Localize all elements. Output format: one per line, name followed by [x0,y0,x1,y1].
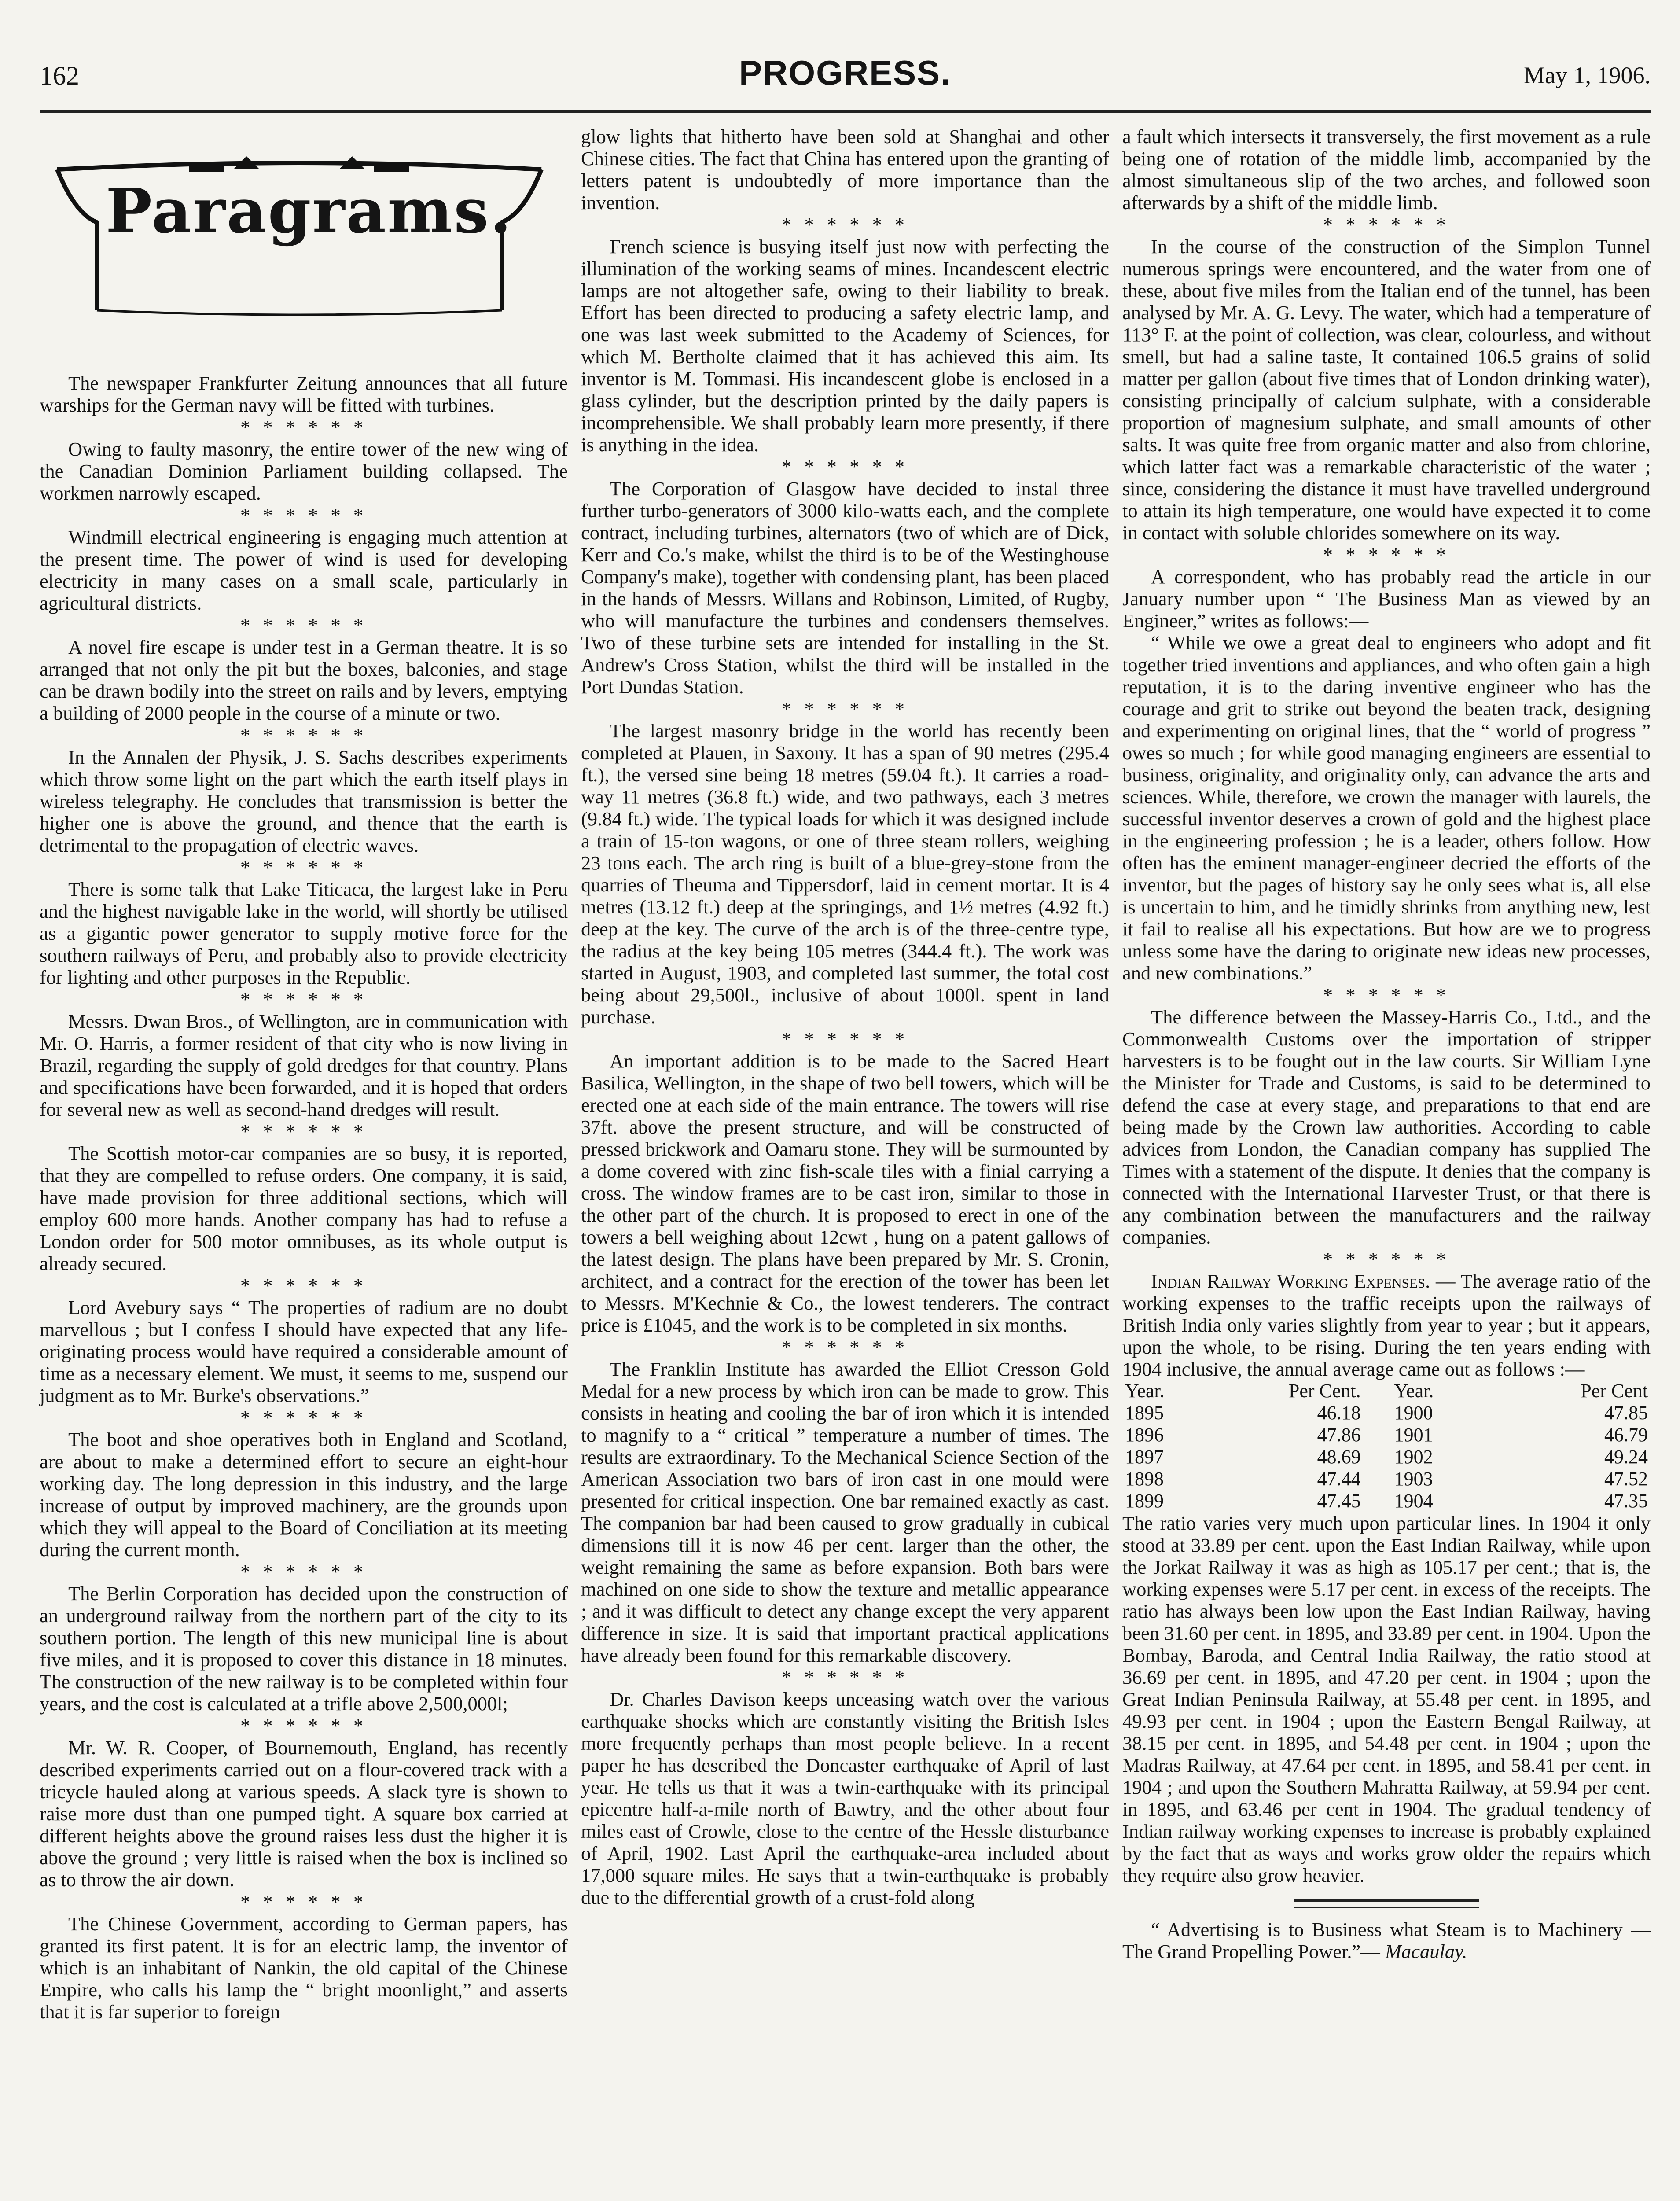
table-cell: 46.18 [1317,1402,1361,1424]
paragraph: In the course of the construction of the Simplon Tunnel numerous springs were encountered, and the water from one of these, about five miles from the Italian end of the tunnel, has been analysed by Mr. A. G. Levy. The water, which had a temperature of 113° F. at the point of collection, was clear, colourless, and without smell, but had a saline taste, It contained 106.5 grains of solid matter per gallon (about five times that of London drinking water), consisting principally of calcium sulphate, with a considerable proportion of magnesium sulphate, and small amounts of other salts. It was quite free from organic matter and also from chlorine, which latter fact was a remarkable characteristic of the water ; since, considering the distance it must have travelled underground to attain its high temperature, one would have expected it to come in contact with soluble chlorides somewhere on its way. [1122,236,1651,544]
paragrams-masthead [48,152,550,328]
paragraph-separator: * * * * * * [240,1120,368,1142]
column-right-body [1122,125,1651,1270]
table-row [1122,1402,1651,1424]
paragraph-separator: * * * * * * [1323,213,1450,236]
railway-conclusion: The ratio varies very much upon particular lines. In 1904 it only stood at 33.89 per cent. upon the East Indian Railway, while upon the Jorkat Railway it was as high as 105.17 per cent.; that is, the working expenses were 5.17 per cent. in excess of the receipts. The ratio has always been low upon the East Indian Railway, having been 31.60 per cent. in 1895, and 33.89 per cent. in 1904. Upon the Bombay, Baroda, and Central India Railway, the ratio stood at 36.69 per cent. in 1895, and 47.20 per cent. in 1904 ; upon the Great Indian Peninsula Railway, at 55.48 per cent. in 1895, and 49.93 per cent. in 1904 ; upon the Eastern Bengal Railway, at 38.15 per cent. in 1895, and 54.48 per cent. in 1904 ; upon the Madras Railway, at 47.64 per cent. in 1895, and 58.41 per cent. in 1904 ; and upon the Southern Mahratta Railway, at 59.94 per cent. in 1895, and 63.46 per cent in 1904. The gradual tendency of Indian railway working expenses to increase is probably explained by the fact that as ways and works grow older the repairs which they require also grow heavier. [1122,1512,1651,1886]
table-row [1122,1446,1651,1468]
railway-intro-paragraph [1122,1270,1651,1380]
header-rule [40,110,1651,113]
closing-quote-text: “ Advertising is to Business what Steam is to Machinery — The Grand Propelling Power.”— [1122,1918,1651,1962]
table-cell: 1903 [1394,1468,1433,1490]
paragraph-separator: * * * * * * [240,1715,368,1737]
table-cell: 1902 [1394,1446,1433,1468]
paragraph: Mr. W. R. Cooper, of Bournemouth, England, has recently described experiments carried out on a flour-covered track with a tricycle hauled along at various speeds. A slack tyre is shown to raise more dust than one pumped tight. A square box carried at different heights above the ground raises less dust the higher it is above the ground ; very little is raised when the box is inclined so as to throw the air down. [40,1737,568,1891]
paragraph: Lord Avebury says “ The properties of radium are no doubt marvellous ; but I confess I should have expected that any life-originating process would have required a considerable amount of time as a necessary element. We must, it seems to me, suspend our judgment as to Mr. Burke's observations.” [40,1296,568,1406]
paragraph: The largest masonry bridge in the world has recently been completed at Plauen, in Saxony. It has a span of 90 metres (295.4 ft.), the versed sine being 18 metres (59.04 ft.). It carries a road-way 11 metres (36.8 ft.) wide, and two pathways, each 3 metres (9.84 ft.) wide. The typical loads for which it was designed include a train of 15-ton wagons, or one of three steam rollers, weighing 23 tons each. The arch ring is built of a blue-grey-stone from the quarries of Theuma and Tippersdorf, laid in cement mortar. It is 4 metres (13.12 ft.) deep at the springings, and 1½ metres (4.92 ft.) deep at the key. The curve of the arch is of the three-centre type, the radius at the key being 105 metres (344.4 ft.). The work was started in August, 1903, and completed last summer, the total cost being about 29,500l., inclusive of about 1000l. spent in land purchase. [581,720,1109,1028]
table-cell: 1895 [1125,1402,1164,1424]
paragraph: The boot and shoe operatives both in England and Scotland, are about to make a determined effort to secure an eight-hour working day. The long depression in this industry, and the large increase of output by improved machinery, are the grounds upon which they will appeal to the Board of Conciliation at its meeting during the current month. [40,1428,568,1561]
closing-quote [1122,1918,1651,1962]
column-header: Year. [1394,1380,1434,1402]
table-cell: 47.85 [1604,1402,1648,1424]
table-cell: 46.79 [1604,1424,1648,1446]
issue-date: May 1, 1906. [1524,62,1651,88]
table-cell: 47.86 [1317,1424,1361,1446]
page-number: 162 [40,61,79,90]
table-cell: 1899 [1125,1490,1164,1512]
table-cell: 49.24 [1604,1446,1648,1468]
table-cell: 1904 [1394,1490,1433,1512]
paragraph-separator: * * * * * * [1323,984,1450,1006]
paragraph: The Chinese Government, according to German papers, has granted its first patent. It is for an electric lamp, the inventor of which is an inhabitant of Nankin, the old capital of the Chinese Empire, who calls his lamp the “ bright moonlight,” and asserts that it is far superior to foreign [40,1913,568,2023]
column-header: Per Cent [1581,1380,1648,1402]
paragraph-separator: * * * * * * [240,724,368,746]
paragraph: The newspaper Frankfurter Zeitung announces that all future warships for the German navy will be fitted with turbines. [40,372,568,416]
running-head-title: PROGRESS. [739,53,951,92]
paragraph: Dr. Charles Davison keeps unceasing watch over the various earthquake shocks which are constantly visiting the British Isles more frequently perhaps than most people believe. In a recent paper he has described the Doncaster earthquake of April of last year. He tells us that it was a twin-earthquake with its principal epicentre half-a-mile north of Bawtry, and the other about four miles east of Crowle, close to the centre of the Hessle disturbance of April, 1902. Last April the earthquake-area included about 17,000 square miles. He says that a twin-earthquake is probably due to the differential growth of a crust-fold along [581,1688,1109,1908]
paragraph: Owing to faulty masonry, the entire tower of the new wing of the Canadian Dominion Parliament building collapsed. The workmen narrowly escaped. [40,438,568,504]
paragraph: The Franklin Institute has awarded the Elliot Cresson Gold Medal for a new process by which iron can be made to grow. This consists in heating and cooling the bar of iron which it is intended to magnify to a “ critical ” temperature a number of times. The results are extraordinary. To the Mechanical Science Section of the American Association two bars of iron cast in one mould were presented for critical inspection. One bar remained exactly as cast. The companion bar had been caused to grow gradually in cubical dimensions till it is now 46 per cent. larger than the other, the weight remaining the same as before expansion. Both bars were machined on one side to show the texture and metallic appearance ; and it was difficult to detect any change except the very apparent difference in size. It is said that important practical applications have already been found for this remarkable discovery. [581,1358,1109,1666]
paragraph: Messrs. Dwan Bros., of Wellington, are in communication with Mr. O. Harris, a former resident of that city who is now living in Brazil, regarding the supply of gold dredges for that country. Plans and specifications have been forwarded, and it is hoped that orders for several new as well as second-hand dredges will result. [40,1010,568,1120]
masthead-title: Paragrams. [106,175,513,247]
paragraph-separator: * * * * * * [781,456,909,478]
table-row [1122,1424,1651,1446]
paragraph-separator: * * * * * * [781,213,909,236]
paragraph-separator: * * * * * * [240,1891,368,1913]
paragraph: The difference between the Massey-Harris Co., Ltd., and the Commonwealth Customs over the importation of stripper harvesters is to be fought out in the law courts. Sir William Lyne the Minister for Trade and Customs, is said to be determined to defend the case at every stage, and preparations to that end are being made by the Crown law authorities. According to cable advices from London, the Canadian company has supplied The Times with a statement of the dispute. It denies that the company is connected with the International Harvester Trust, or that there is any combination between the manufacturers and the railway companies. [1122,1006,1651,1248]
paragraph-separator: * * * * * * [240,856,368,878]
paragraph: Windmill electrical engineering is engaging much attention at the present time. The power of wind is used for developing electricity in many cases on a small scale, particularly in agricultural districts. [40,526,568,614]
table-cell: 47.52 [1604,1468,1648,1490]
paragraph-separator: * * * * * * [240,1406,368,1428]
railway-article [1122,1270,1651,1886]
column-header: Year. [1125,1380,1165,1402]
column-header: Per Cent. [1288,1380,1361,1402]
paragraph: “ While we owe a great deal to engineers who adopt and fit together tried inventions and appliances, and who often gain a high reputation, it is to the daring inventive engineer who has the courage and grit to strike out beyond the beaten track, designing and experimenting on original lines, that the “ world of progress ” owes so much ; for while good managing engineers are essential to business, originality, and originality only, can advance the arts and sciences. While, therefore, we crown the manager with laurels, the successful inventor deserves a crown of gold and the highest place in the engineering profession ; he is a leader, others follow. How often has the eminent manager-engineer decried the efforts of the inventor, but the pages of history say he only sees what is, all else is uncertain to him, and he timidly shrinks from anything new, lest it fail to realise all his expectations. But how are we to progress unless some have the daring to originate new ideas new processes, and new combinations.” [1122,632,1651,984]
table-cell: 47.45 [1317,1490,1361,1512]
paragraph-separator: * * * * * * [240,416,368,438]
column-left-body [40,372,568,2023]
column-right [1122,125,1651,1962]
paragraph-separator: * * * * * * [781,1666,909,1688]
railway-heading: Indian Railway Working Expenses. [1151,1270,1430,1292]
page-header [40,53,1651,101]
paragraph-separator: * * * * * * [1323,544,1450,566]
column-middle [581,125,1109,1908]
table-cell: 48.69 [1317,1446,1361,1468]
table-header-row [1122,1380,1651,1402]
table-body [1122,1402,1651,1512]
paragraph-separator: * * * * * * [781,1336,909,1358]
paragraph: There is some talk that Lake Titicaca, the largest lake in Peru and the highest navigable lake in the world, will shortly be utilised as a gigantic power generator to supply motive force for the southern railways of Peru, and probably also to provide electricity for lighting and other purposes in the Republic. [40,878,568,988]
paragraph: French science is busying itself just now with perfecting the illumination of the working seams of mines. Incandescent electric lamps are not altogether safe, owing to their liability to break. Effort has been directed to producing a safety electric lamp, and one was last week submitted to the Academy of Sciences, for which M. Bertholte claimed that it has achieved this aim. Its inventor is M. Tommasi. His incandescent globe is enclosed in a glass cylinder, but the description printed by the daily papers is incomprehensible. We shall probably learn more presently, if there is anything in the idea. [581,236,1109,456]
table-cell: 1901 [1394,1424,1433,1446]
paragraph-separator: * * * * * * [240,1561,368,1583]
paragraph-separator: * * * * * * [781,698,909,720]
paragraph-separator: * * * * * * [240,988,368,1010]
table-cell: 47.35 [1604,1490,1648,1512]
table-cell: 1896 [1125,1424,1164,1446]
paragraph: In the Annalen der Physik, J. S. Sachs describes experiments which throw some light on the part which the earth itself plays in wireless telegraphy. He concludes that transmission is better the higher one is above the ground, and thence that the earth is detrimental to the propagation of electric waves. [40,746,568,856]
paragraph: glow lights that hitherto have been sold at Shanghai and other Chinese cities. The fact that China has entered upon the granting of letters patent is undoubtedly of more importance than the invention. [581,125,1109,213]
paragraph: A correspondent, who has probably read the article in our January number upon “ The Business Man as viewed by an Engineer,” writes as follows:— [1122,566,1651,632]
table-cell: 1897 [1125,1446,1164,1468]
table-cell: 1898 [1125,1468,1164,1490]
paragraph-separator: * * * * * * [240,504,368,526]
railway-intro: — The average ratio of the working expenses to the traffic receipts upon the railways of British India only varies slightly from year to year ; but it appears, upon the whole, to be rising. During the ten years ending with 1904 inclusive, the annual average came out as follows :— [1122,1270,1651,1380]
paragraph-separator: * * * * * * [240,614,368,636]
paragraph: a fault which intersects it transversely, the first movement as a rule being one of rotation of the middle limb, accompanied by the almost simultaneous slip of the two arches, and followed soon afterwards by a shift of the middle limb. [1122,125,1651,213]
closing-rule-thin [1294,1907,1479,1908]
paragraph: The Corporation of Glasgow have decided to instal three further turbo-generators of 3000 kilo-watts each, and the complete contract, including turbines, alternators (two of which are of Dick, Kerr and Co.'s make, whilst the third is to be of the Westinghouse Company's make), together with condensing plant, has been placed in the hands of Messrs. Willans and Robinson, Limited, of Rugby, who will manufacture the turbines and condensers themselves. Two of these turbine sets are intended for installing in the St. Andrew's Cross Station, whilst the third will be installed in the Port Dundas Station. [581,478,1109,698]
closing-rule [1294,1899,1479,1902]
paragraph: The Berlin Corporation has decided upon the construction of an underground railway from the northern part of the city to its southern portion. The length of this new municipal line is about five miles, and it is proposed to cover this distance in 18 minutes. The construction of the new railway is to be completed within four years, and the cost is calculated at a trifle above 2,500,000l; [40,1583,568,1715]
closing-quote-author: Macaulay. [1385,1940,1467,1962]
paragraph-separator: * * * * * * [1323,1248,1450,1270]
paragraph: A novel fire escape is under test in a German theatre. It is so arranged that not only the pit but the boxes, balconies, and stage can be drawn bodily into the street on rails and by levers, emptying a building of 2000 people in the course of a minute or two. [40,636,568,724]
table-row [1122,1468,1651,1490]
paragraph-separator: * * * * * * [781,1028,909,1050]
table-cell: 1900 [1394,1402,1433,1424]
paragraph: An important addition is to be made to the Sacred Heart Basilica, Wellington, in the shape of two bell towers, which will be erected one at each side of the main entrance. The towers will rise 37ft. above the present structure, and will be constructed of pressed brickwork and Oamaru stone. They will be surmounted by a dome covered with zinc fish-scale tiles with a finial carrying a cross. The window frames are to be cast iron, similar to those in the other part of the church. It is proposed to erect in one of the towers a bell weighing about 12cwt , hung on a patent gallows of the latest design. The plans have been prepared by Mr. S. Cronin, architect, and a contract for the erection of the tower has been let to Messrs. M'Kechnie & Co., the lowest tenderers. The contract price is £1045, and the work is to be completed in six months. [581,1050,1109,1336]
paragraph-separator: * * * * * * [240,1274,368,1296]
table-row [1122,1490,1651,1512]
railway-expenses-table [1122,1380,1651,1512]
paragraph: The Scottish motor-car companies are so busy, it is reported, that they are compelled to refuse orders. One company, it is said, have made provision for three additional sections, which will employ 600 more hands. Another company has had to refuse a London order for 500 motor omnibuses, as its whole output is already secured. [40,1142,568,1274]
table-cell: 47.44 [1317,1468,1361,1490]
